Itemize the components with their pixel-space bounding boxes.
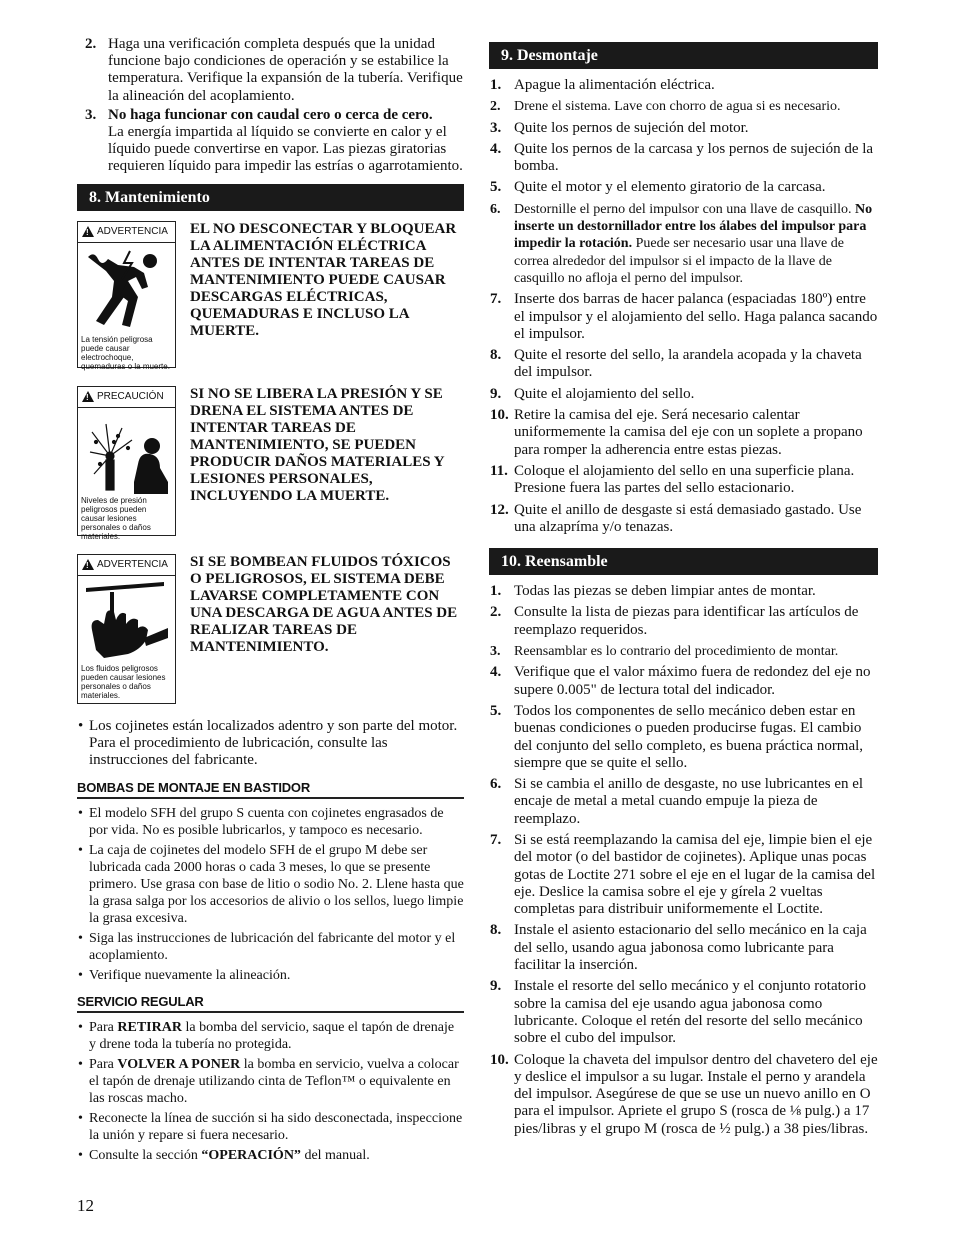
list-item bbox=[489, 201, 878, 287]
list-item bbox=[77, 1019, 464, 1053]
service-list bbox=[77, 1019, 464, 1164]
list-bold-text: RETIRAR bbox=[117, 1019, 182, 1035]
list-item bbox=[489, 703, 878, 772]
list-item bbox=[489, 643, 878, 660]
list-text: Quite el resorte del sello, la arandela acopada y la chaveta del impulsor. bbox=[514, 347, 862, 381]
list-item bbox=[85, 107, 464, 176]
warning-badge-text: ADVERTENCIA bbox=[97, 225, 168, 237]
list-text: Consulte la sección bbox=[89, 1147, 202, 1163]
list-item bbox=[489, 77, 878, 94]
list-text: Si se cambia el anillo de desgaste, no use lubricantes en el encaje de metal a metal cuando empuje la pieza de reemplazo. bbox=[514, 776, 864, 827]
list-number: 5. bbox=[490, 702, 502, 719]
list-text: la bomba en servicio, vuelva a colocar el tapón de drenaje utilizando cinta de Teflon™ o equivalente en las roscas macho. bbox=[89, 1056, 459, 1106]
list-text: Para bbox=[89, 1019, 118, 1035]
list-item: • El modelo SFH del grupo S cuenta con cojinetes engrasados de por vida. No es posible lubricarlos, y tampoco es necesario. bbox=[77, 805, 464, 839]
warning-label bbox=[77, 221, 176, 371]
list-text: del manual. bbox=[300, 1147, 370, 1163]
list-item bbox=[489, 407, 878, 459]
list-item bbox=[489, 141, 878, 176]
list-number: 6. bbox=[490, 776, 502, 793]
caution-header bbox=[78, 387, 175, 408]
caution-caption: Niveles de presión peligrosos pueden causar lesiones personales o daños materiales. bbox=[81, 495, 151, 541]
list-number: 3. bbox=[490, 119, 502, 136]
list-item bbox=[489, 386, 878, 403]
list-text: Quite los pernos de la carcasa y los pernos de sujeción de la bomba. bbox=[514, 140, 874, 175]
warning-triangle-icon: ! bbox=[82, 391, 94, 402]
list-number: 2. bbox=[490, 99, 501, 115]
list-text: Quite el anillo de desgaste si está demasiado gastado. Use una alzapríma y/o tenazas. bbox=[514, 501, 862, 535]
list-number: 1. bbox=[490, 77, 502, 93]
list-item bbox=[489, 1052, 878, 1138]
list-number: 4. bbox=[490, 664, 502, 681]
list-text: Verifique que el valor máximo fuera de redondez del eje no supere 0.005" de lectura total del indicador. bbox=[514, 664, 871, 698]
list-text: Para bbox=[89, 1056, 118, 1072]
list-number: 12. bbox=[490, 501, 509, 518]
subheading-frame-pumps: BOMBAS DE MONTAJE EN BASTIDOR bbox=[77, 780, 464, 799]
list-bold-text: No inserte un destornillador entre los álabes del impulsor para impedir la rotación. bbox=[514, 201, 873, 252]
warning-caption: La tensión peligrosa puede causar electrochoque, quemaduras o la muerte. bbox=[81, 334, 170, 371]
list-text: Retire la camisa del eje. Será necesario calentar uniformemente la camisa del eje con un soplete a propano para romper la adherencia entre estas piezas. bbox=[514, 407, 863, 458]
list-bold-text: No haga funcionar con caudal cero o cerca de cero. bbox=[108, 106, 433, 123]
reassembly-list bbox=[489, 583, 878, 1138]
warning-header bbox=[78, 555, 175, 576]
section-heading-reensamble: 10. Reensamble bbox=[489, 548, 878, 575]
list-item bbox=[489, 291, 878, 343]
list-item bbox=[77, 1056, 464, 1107]
warning-triangle-icon: ! bbox=[82, 559, 94, 570]
list-item bbox=[77, 1147, 464, 1164]
electric-shock-icon bbox=[84, 247, 170, 333]
list-number: 10. bbox=[490, 407, 509, 424]
list-text: Quite el motor y el elemento giratorio de la carcasa. bbox=[514, 179, 826, 196]
hazardous-fluid-hand-icon bbox=[84, 580, 170, 662]
list-number: 1. bbox=[490, 583, 502, 600]
list-item: • Siga las instrucciones de lubricación del fabricante del motor y el acoplamiento. bbox=[77, 930, 464, 964]
warning-triangle-icon: ! bbox=[82, 226, 94, 237]
list-number: 2. bbox=[490, 604, 502, 621]
subheading-regular-service: SERVICIO REGULAR bbox=[77, 994, 464, 1013]
list-number: 5. bbox=[490, 179, 502, 196]
warning-badge-text: ADVERTENCIA bbox=[97, 558, 168, 570]
caution-block bbox=[77, 385, 464, 541]
warning-text: SI SE BOMBEAN FLUIDOS TÓXICOS O PELIGROSOS, EL SISTEMA DEBE LAVARSE COMPLETAMENTE CON UNA DESCARGA DE AGUA ANTES DE REALIZAR TAREAS DE MANTENIMIENTO. bbox=[190, 553, 458, 655]
list-number: 8. bbox=[490, 347, 502, 364]
list-text: Inserte dos barras de hacer palanca (espaciadas 180º) entre el impulsor y el alojamiento del sello. Haga palanca sacando el impulsor. bbox=[514, 291, 878, 342]
list-number: 9. bbox=[490, 385, 502, 402]
list-text: Todas las piezas se deben limpiar antes de montar. bbox=[514, 583, 816, 600]
list-text: Drene el sistema. Lave con chorro de agua si es necesario. bbox=[514, 99, 841, 115]
list-number: 9. bbox=[490, 978, 502, 995]
list-bold-text: “OPERACIÓN” bbox=[201, 1147, 301, 1163]
list-item bbox=[489, 98, 878, 115]
list-text: la bomba del servicio, saque el tapón de drenaje y drene toda la tubería no protegida. bbox=[89, 1019, 455, 1052]
list-text: Haga una verificación completa después que la unidad funcione bajo condiciones de operación y se estabilice la temperatura. Verifique la expansión de la tubería. Verifique la alineación del acoplamiento. bbox=[108, 36, 463, 104]
list-item bbox=[489, 604, 878, 639]
right-column bbox=[489, 36, 878, 1142]
warning-block bbox=[77, 220, 464, 371]
warning-caption: Los fluidos peligrosos pueden causar lesiones personales o daños materiales. bbox=[81, 663, 166, 700]
list-item bbox=[489, 583, 878, 600]
caution-badge-text: PRECAUCIÓN bbox=[97, 390, 164, 402]
warning-block bbox=[77, 554, 464, 704]
bearings-note bbox=[77, 718, 464, 770]
list-item bbox=[489, 120, 878, 137]
list-item bbox=[85, 36, 464, 105]
frame-list bbox=[77, 805, 464, 984]
list-text: La energía impartida al líquido se convierte en calor y el líquido puede convertirse en vapor. Las piezas giratorias requieren líquido para impedir las estrías o agarrotamiento. bbox=[108, 124, 463, 175]
list-number: 6. bbox=[490, 201, 501, 217]
list-item bbox=[489, 502, 878, 537]
list-item: • Verifique nuevamente la alineación. bbox=[77, 967, 464, 984]
list-text: Coloque la chaveta del impulsor dentro del chavetero del eje y deslice el impulsor a su lugar. Instale el perno y arandela del impulsor. Asegúrese de que se use un nuevo anillo en O para el impulsor. Apriete el grupo S (rosca de ⅛ pulg.) a 17 pies/libras y el grupo M (rosca de ½ pulg.) a 38 pies/libras. bbox=[514, 1051, 878, 1137]
list-text: Destornille el perno del impulsor con una llave de casquillo. bbox=[514, 201, 855, 217]
list-text: Apague la alimentación eléctrica. bbox=[514, 77, 715, 93]
continued-list bbox=[85, 36, 464, 176]
list-text: Instale el asiento estacionario del sello mecánico en la caja del sello, usando agua jabonosa como lubricante para facilitar la inserción. bbox=[514, 922, 867, 974]
list-item: • La caja de cojinetes del modelo SFH de el grupo M debe ser lubricada cada 2000 horas o cada 3 meses, lo que se presente primero. Use grasa con base de litio o sodio No. 2. Llene hasta que la grasa salga por los accesorios de alivio o los sellos, luego limpie la grasa excesiva. bbox=[77, 842, 464, 927]
list-item bbox=[489, 776, 878, 828]
list-text: Reensamblar es lo contrario del procedimiento de montar. bbox=[514, 644, 839, 660]
caution-label bbox=[77, 386, 176, 541]
section-heading-desmontaje: 9. Desmontaje bbox=[489, 42, 878, 69]
list-bold-text: VOLVER A PONER bbox=[117, 1056, 241, 1072]
list-number: 7. bbox=[490, 831, 502, 848]
section-heading-mantenimiento: 8. Mantenimiento bbox=[77, 184, 464, 211]
list-text: Reconecte la línea de succión si ha sido desconectada, inspeccione la unión y repare si fuera necesario. bbox=[89, 1110, 463, 1143]
list-number: 10. bbox=[490, 1051, 509, 1068]
list-number: 4. bbox=[490, 140, 502, 157]
list-item bbox=[489, 922, 878, 974]
list-item bbox=[489, 463, 878, 498]
disassembly-list bbox=[489, 77, 878, 536]
list-text: Instale el resorte del sello mecánico y el conjunto rotatorio sobre la camisa del eje usando agua jabonosa como lubricante. Coloque el retén del resorte del sello mecánico sobre el cubo del impulsor. bbox=[514, 978, 866, 1047]
list-item bbox=[489, 664, 878, 699]
list-number: 2. bbox=[85, 36, 97, 52]
list-item bbox=[489, 179, 878, 196]
list-item: • Los cojinetes están localizados adentro y son parte del motor. Para el procedimiento de lubricación, consulte las instrucciones del fabricante. bbox=[77, 718, 464, 770]
page-number: 12 bbox=[77, 1196, 94, 1215]
warning-header bbox=[78, 222, 175, 243]
list-text: Quite los pernos de sujeción del motor. bbox=[514, 119, 749, 136]
list-number: 3. bbox=[85, 106, 97, 123]
list-text: Coloque el alojamiento del sello en una superficie plana. Presione fuera las partes del sello estacionario. bbox=[514, 462, 855, 497]
caution-text: SI NO SE LIBERA LA PRESIÓN Y SE DRENA EL SISTEMA ANTES DE INTENTAR TAREAS DE MANTENIMIENTO, SE PUEDEN PRODUCIR DAÑOS MATERIALES Y LESIONES PERSONALES, INCLUYENDO LA MUERTE. bbox=[190, 385, 445, 504]
pressure-burst-icon bbox=[84, 412, 170, 494]
list-text: Todos los componentes de sello mecánico deben estar en buenas condiciones o pueden producirse fugas. El cambio del conjunto del sello completo, es buena práctica normal, siempre que se quite el sello. bbox=[514, 702, 864, 771]
list-item bbox=[489, 978, 878, 1047]
list-text: Consulte la lista de piezas para identificar las artículos de reemplazo requeridos. bbox=[514, 604, 859, 638]
list-number: 3. bbox=[490, 644, 501, 660]
warning-text: EL NO DESCONECTAR Y BLOQUEAR LA ALIMENTACIÓN ELÉCTRICA ANTES DE INTENTAR TAREAS DE MANTENIMIENTO PUEDE CAUSAR DESCARGAS ELÉCTRICAS, QUEMADURAS E INCLUSO LA MUERTE. bbox=[190, 220, 457, 339]
list-item bbox=[77, 1110, 464, 1144]
list-item bbox=[489, 832, 878, 918]
list-text: Quite el alojamiento del sello. bbox=[514, 385, 695, 402]
list-number: 7. bbox=[490, 291, 502, 308]
list-item bbox=[489, 347, 878, 382]
left-column bbox=[77, 36, 464, 1167]
warning-label bbox=[77, 554, 176, 704]
list-text: Si se está reemplazando la camisa del eje, limpie bien el eje del motor (o del bastidor de cojinetes). Aplique unas pocas gotas de Loctite 271 sobre el eje en el lugar de la camisa del eje. Deslice la camisa sobre el eje y gírela 2 vueltas completas para distribuir uniformemente el Loctite. bbox=[514, 831, 876, 918]
list-text: Puede ser necesario usar una llave de correa alrededor del impulsor si el impacto de la llave de casquillo no afloja el perno del impulsor. bbox=[514, 236, 844, 286]
list-number: 8. bbox=[490, 922, 502, 939]
list-number: 11. bbox=[490, 462, 508, 479]
